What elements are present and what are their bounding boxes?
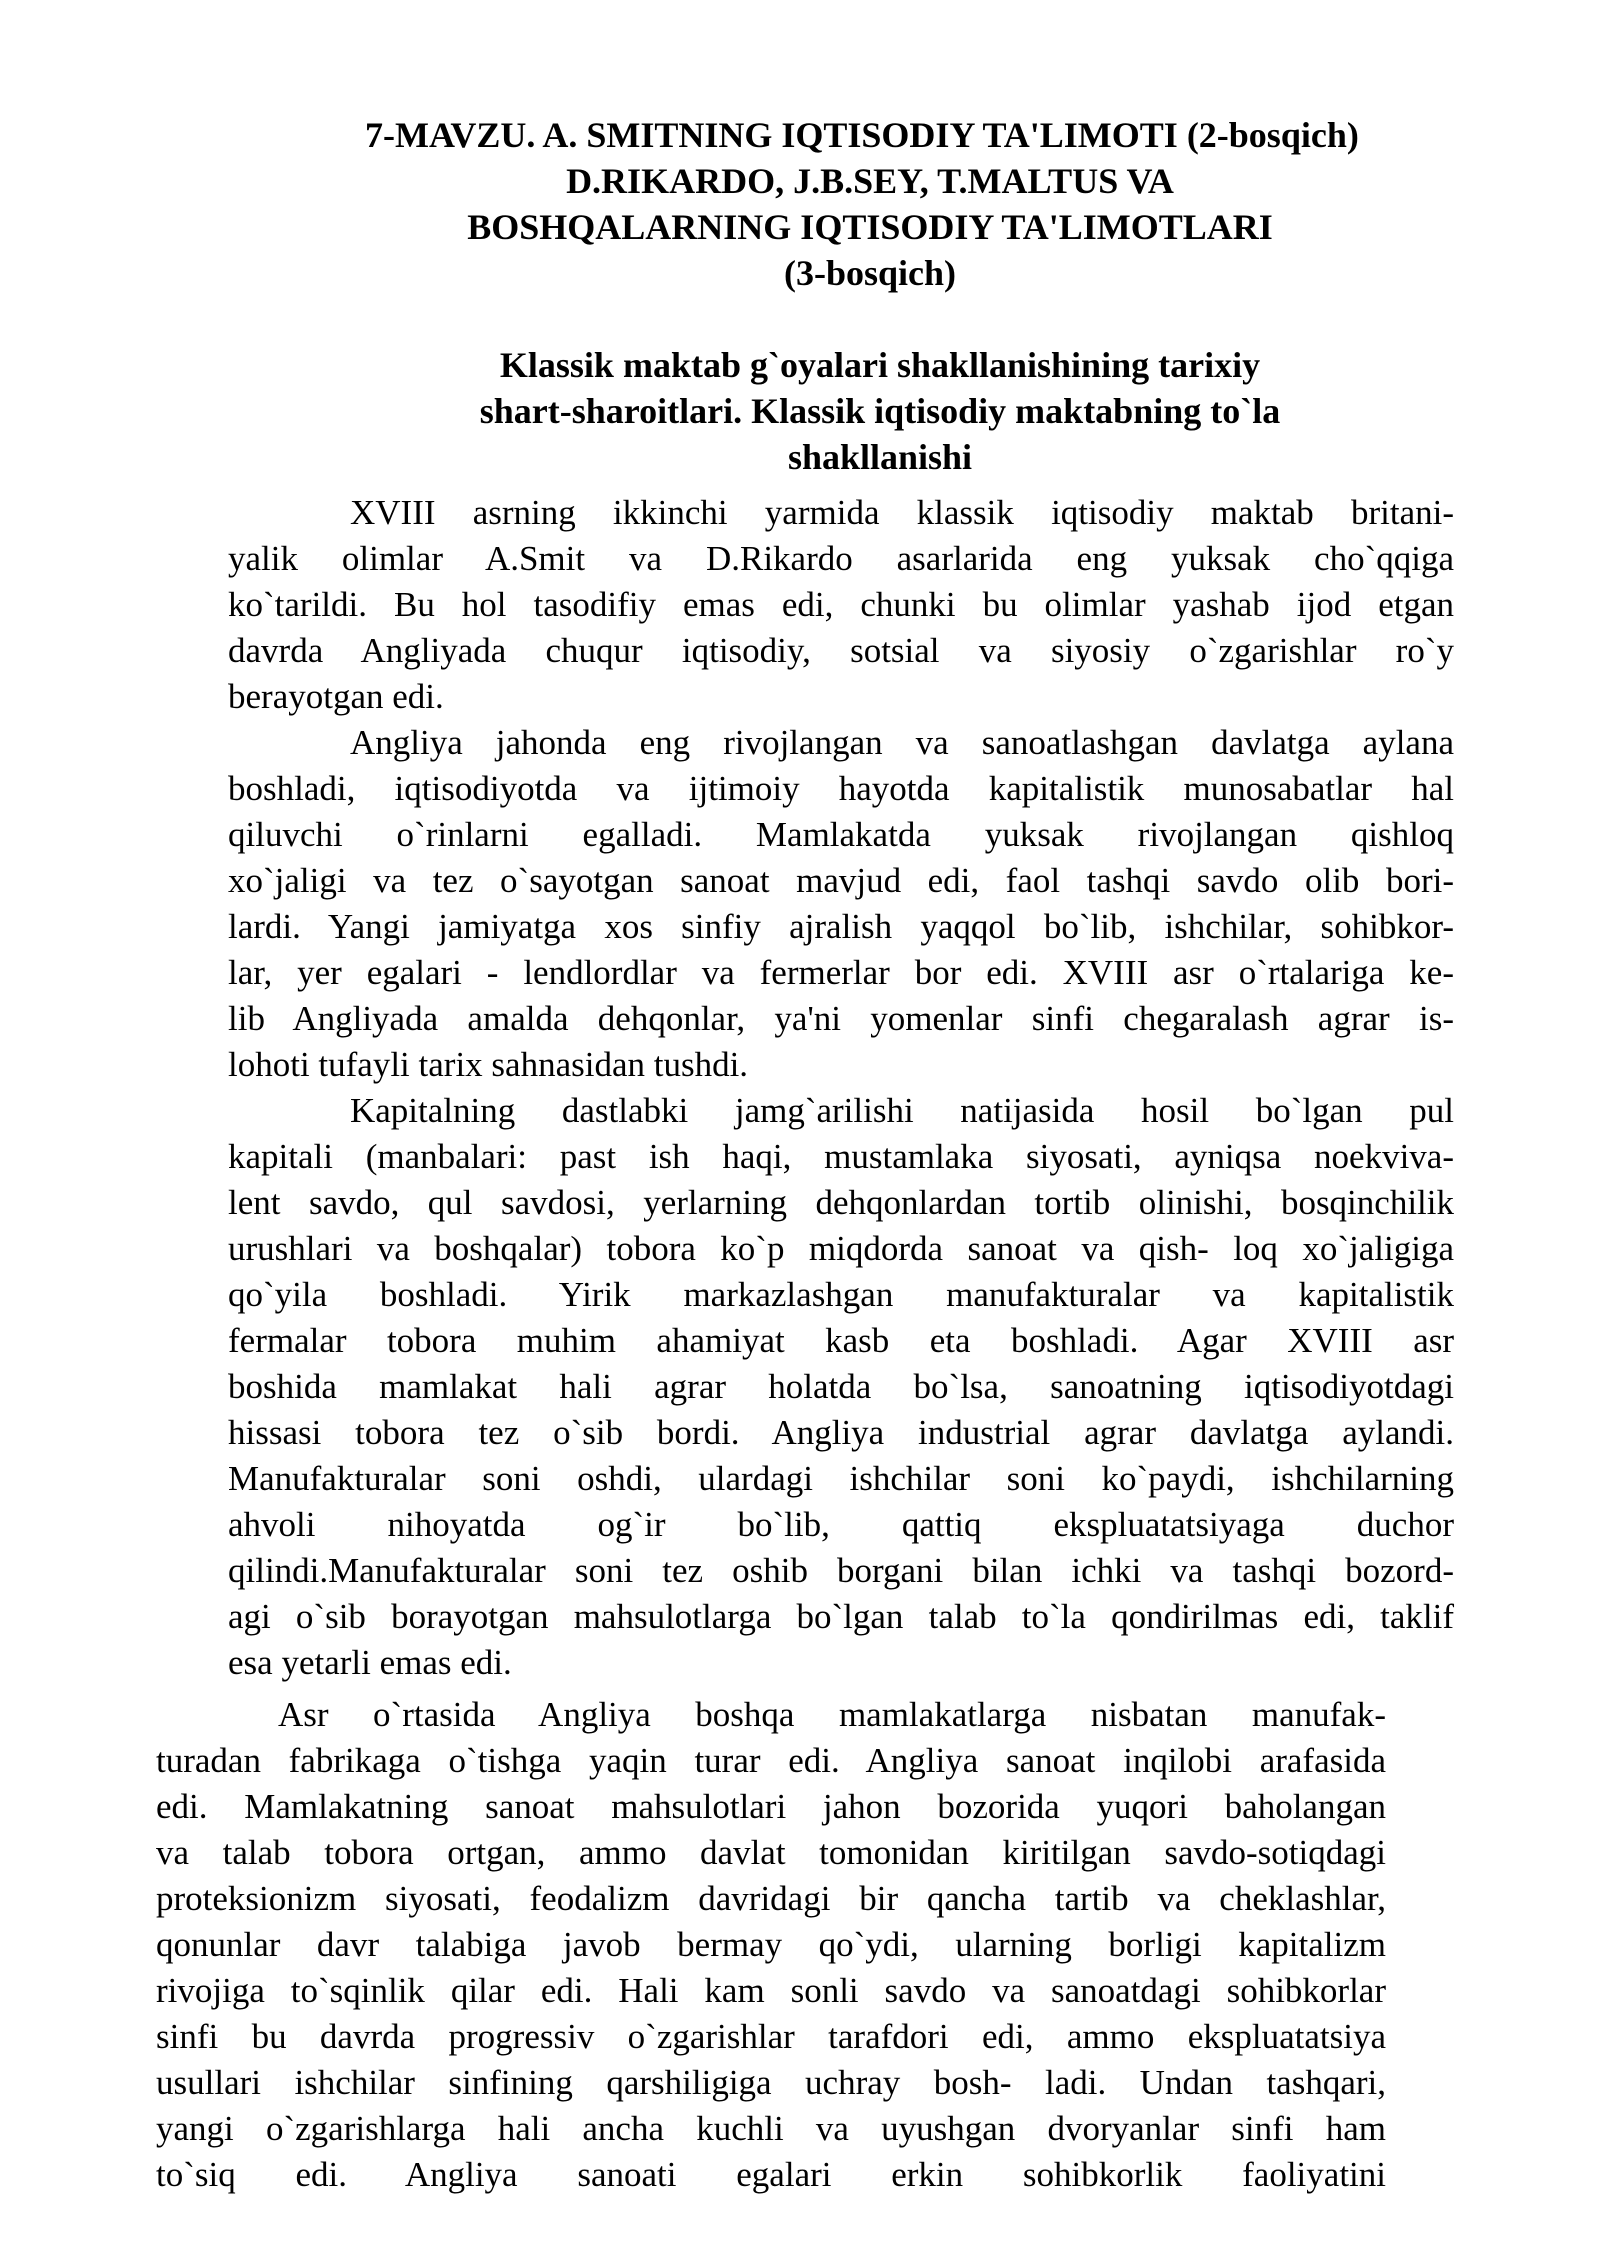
paragraph-line: boshida mamlakat hali agrar holatda bo`lsa, sanoatning iqtisodiyotdagi xyxy=(228,1367,1454,1406)
paragraph-line: xo`jaligi va tez o`sayotgan sanoat mavjud edi, faol tashqi savdo olib bori- xyxy=(228,861,1454,900)
paragraph-line: yalik olimlar A.Smit va D.Rikardo asarlarida eng yuksak cho`qqiga xyxy=(228,539,1454,578)
paragraph-line: to`siq edi. Angliya sanoati egalari erkin sohibkorlik faoliyatini xyxy=(156,2155,1386,2194)
paragraph-line: kapitali (manbalari: past ish haqi, mustamlaka siyosati, ayniqsa noekviva- xyxy=(228,1137,1454,1176)
page-title-line-4: (3-bosqich) xyxy=(783,253,957,293)
paragraph-line: davrda Angliyada chuqur iqtisodiy, sotsial va siyosiy o`zgarishlar ro`y xyxy=(228,631,1454,670)
paragraph-line: hissasi tobora tez o`sib bordi. Angliya industrial agrar davlatga aylandi. xyxy=(228,1413,1454,1452)
paragraph-line: agi o`sib borayotgan mahsulotlarga bo`lgan talab to`la qondirilmas edi, taklif xyxy=(228,1597,1454,1636)
paragraph-line: Asr o`rtasida Angliya boshqa mamlakatlarga nisbatan manufak- xyxy=(278,1695,1386,1734)
paragraph-line: lar, yer egalari - lendlordlar va fermerlar bor edi. XVIII asr o`rtalariga ke- xyxy=(228,953,1454,992)
paragraph-line: Angliya jahonda eng rivojlangan va sanoatlashgan davlatga aylana xyxy=(350,723,1454,762)
section-heading xyxy=(330,342,1430,480)
paragraph-line: proteksionizm siyosati, feodalizm davridagi bir qancha tartib va cheklashlar, xyxy=(156,1879,1386,1918)
paragraph-line: usullari ishchilar sinfining qarshiligiga uchray bosh- ladi. Undan tashqari, xyxy=(156,2063,1386,2102)
page-title xyxy=(230,158,1510,296)
paragraph-line: qo`yila boshladi. Yirik markazlashgan manufakturalar va kapitalistik xyxy=(228,1275,1454,1314)
paragraph-line: fermalar tobora muhim ahamiyat kasb eta boshladi. Agar XVIII asr xyxy=(228,1321,1454,1360)
paragraph-line: ko`tarildi. Bu hol tasodifiy emas edi, chunki bu olimlar yashab ijod etgan xyxy=(228,585,1454,624)
page-title-line-3: BOSHQALARNING IQTISODIY TA'LIMOTLARI xyxy=(467,207,1273,247)
page-title-line-1: 7-MAVZU. A. SMITNING IQTISODIY TA'LIMOTI (2-bosqich) xyxy=(365,115,1359,155)
paragraph-line: rivojiga to`sqinlik qilar edi. Hali kam sonli savdo va sanoatdagi sohibkorlar xyxy=(156,1971,1386,2010)
paragraph-line: Kapitalning dastlabki jamg`arilishi natijasida hosil bo`lgan pul xyxy=(350,1091,1454,1130)
paragraph-line: edi. Mamlakatning sanoat mahsulotlari jahon bozorida yuqori baholangan xyxy=(156,1787,1386,1826)
paragraph-line: boshladi, iqtisodiyotda va ijtimoiy hayotda kapitalistik munosabatlar hal xyxy=(228,769,1454,808)
paragraph-line: turadan fabrikaga o`tishga yaqin turar edi. Angliya sanoat inqilobi arafasida xyxy=(156,1741,1386,1780)
section-heading-line-1: Klassik maktab g`oyalari shakllanishining tarixiy xyxy=(499,345,1261,385)
paragraph-line: ahvoli nihoyatda og`ir bo`lib, qattiq ekspluatatsiyaga duchor xyxy=(228,1505,1454,1544)
section-heading-line-2: shart-sharoitlari. Klassik iqtisodiy maktabning to`la xyxy=(479,391,1281,431)
paragraph-line: lent savdo, qul savdosi, yerlarning dehqonlardan tortib olinishi, bosqinchilik xyxy=(228,1183,1454,1222)
paragraph-line: yangi o`zgarishlarga hali ancha kuchli va uyushgan dvoryanlar sinfi ham xyxy=(156,2109,1386,2148)
paragraph-line: qonunlar davr talabiga javob bermay qo`ydi, ularning borligi kapitalizm xyxy=(156,1925,1386,1964)
body-text-indented xyxy=(228,490,1454,1686)
paragraph-line: esa yetarli emas edi. xyxy=(228,1643,512,1682)
paragraph-line: lardi. Yangi jamiyatga xos sinfiy ajralish yaqqol bo`lib, ishchilar, sohibkor- xyxy=(228,907,1454,946)
paragraph-line: va talab tobora ortgan, ammo davlat tomonidan kiritilgan savdo-sotiqdagi xyxy=(156,1833,1386,1872)
paragraph-line: sinfi bu davrda progressiv o`zgarishlar tarafdori edi, ammo ekspluatatsiya xyxy=(156,2017,1386,2056)
paragraph-line: berayotgan edi. xyxy=(228,677,444,716)
paragraph-line: qiluvchi o`rinlarni egalladi. Mamlakatda yuksak rivojlangan qishloq xyxy=(228,815,1454,854)
body-text-shifted xyxy=(156,1692,1386,2198)
paragraph-line: XVIII asrning ikkinchi yarmida klassik iqtisodiy maktab britani- xyxy=(350,493,1454,532)
page-title-line-2: D.RIKARDO, J.B.SEY, T.MALTUS VA xyxy=(566,161,1174,201)
paragraph-line: lib Angliyada amalda dehqonlar, ya'ni yomenlar sinfi chegaralash agrar is- xyxy=(228,999,1454,1038)
paragraph-line: urushlari va boshqalar) tobora ko`p miqdorda sanoat va qish- loq xo`jaligiga xyxy=(228,1229,1454,1268)
paragraph-line: Manufakturalar soni oshdi, ulardagi ishchilar soni ko`paydi, ishchilarning xyxy=(228,1459,1454,1498)
paragraph-line: qilindi.Manufakturalar soni tez oshib borgani bilan ichki va tashqi bozord- xyxy=(228,1551,1454,1590)
paragraph-line: lohoti tufayli tarix sahnasidan tushdi. xyxy=(228,1045,749,1084)
section-heading-line-3: shakllanishi xyxy=(787,437,973,477)
